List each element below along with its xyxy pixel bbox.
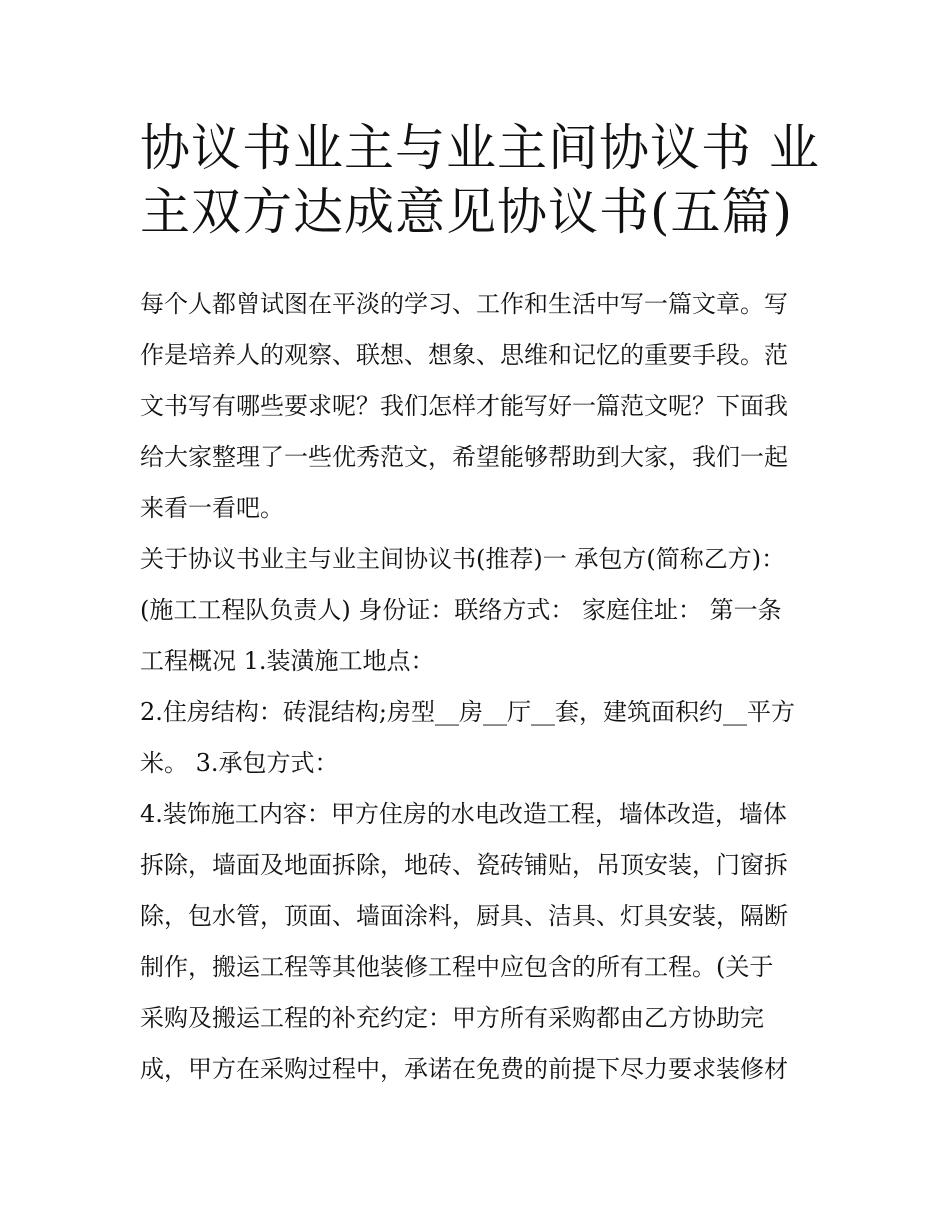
text-line: 成，甲方在采购过程中，承诺在免费的前提下尽力要求装修材: [140, 1055, 788, 1083]
text-line: 制作，搬运工程等其他装修工程中应包含的所有工程。(关于: [140, 953, 774, 981]
text-line: 工程概况 1.装潢施工地点：: [140, 647, 435, 675]
text-line: 来看一看吧。: [140, 494, 284, 522]
text-line: 关于协议书业主与业主间协议书(推荐)一 承包方(简称乙方)：: [140, 545, 786, 573]
text-line: 采购及搬运工程的补充约定：甲方所有采购都由乙方协助完: [140, 1004, 764, 1032]
text-line: 给大家整理了一些优秀范文，希望能够帮助到大家，我们一起: [140, 443, 788, 471]
document-body: [140, 284, 830, 1100]
text-line: 文书写有哪些要求呢？我们怎样才能写好一篇范文呢？下面我: [140, 392, 788, 420]
title-line: 协议书业主与业主间协议书 业: [140, 119, 820, 177]
text-line: 每个人都曾试图在平淡的学习、工作和生活中写一篇文章。写: [140, 290, 788, 318]
text-line: 拆除，墙面及地面拆除，地砖、瓷砖铺贴，吊顶安装，门窗拆: [140, 851, 788, 879]
document-title: [140, 116, 820, 244]
agreement-section: [140, 539, 830, 1100]
title-line: 主双方达成意见协议书(五篇): [140, 183, 794, 241]
text-line: 4.装饰施工内容：甲方住房的水电改造工程，墙体改造，墙体: [140, 800, 787, 828]
text-line: 2.住房结构：砖混结构;房型__房__厅__套，建筑面积约__平方: [140, 698, 795, 726]
text-line: 除，包水管，顶面、墙面涂料，厨具、洁具、灯具安装，隔断: [140, 902, 788, 930]
text-line: 米。 3.承包方式：: [140, 749, 339, 777]
intro-paragraph: [140, 284, 830, 539]
text-line: (施工工程队负责人) 身份证：联络方式： 家庭住址： 第一条: [140, 596, 782, 624]
text-line: 作是培养人的观察、联想、想象、思维和记忆的重要手段。范: [140, 341, 788, 369]
